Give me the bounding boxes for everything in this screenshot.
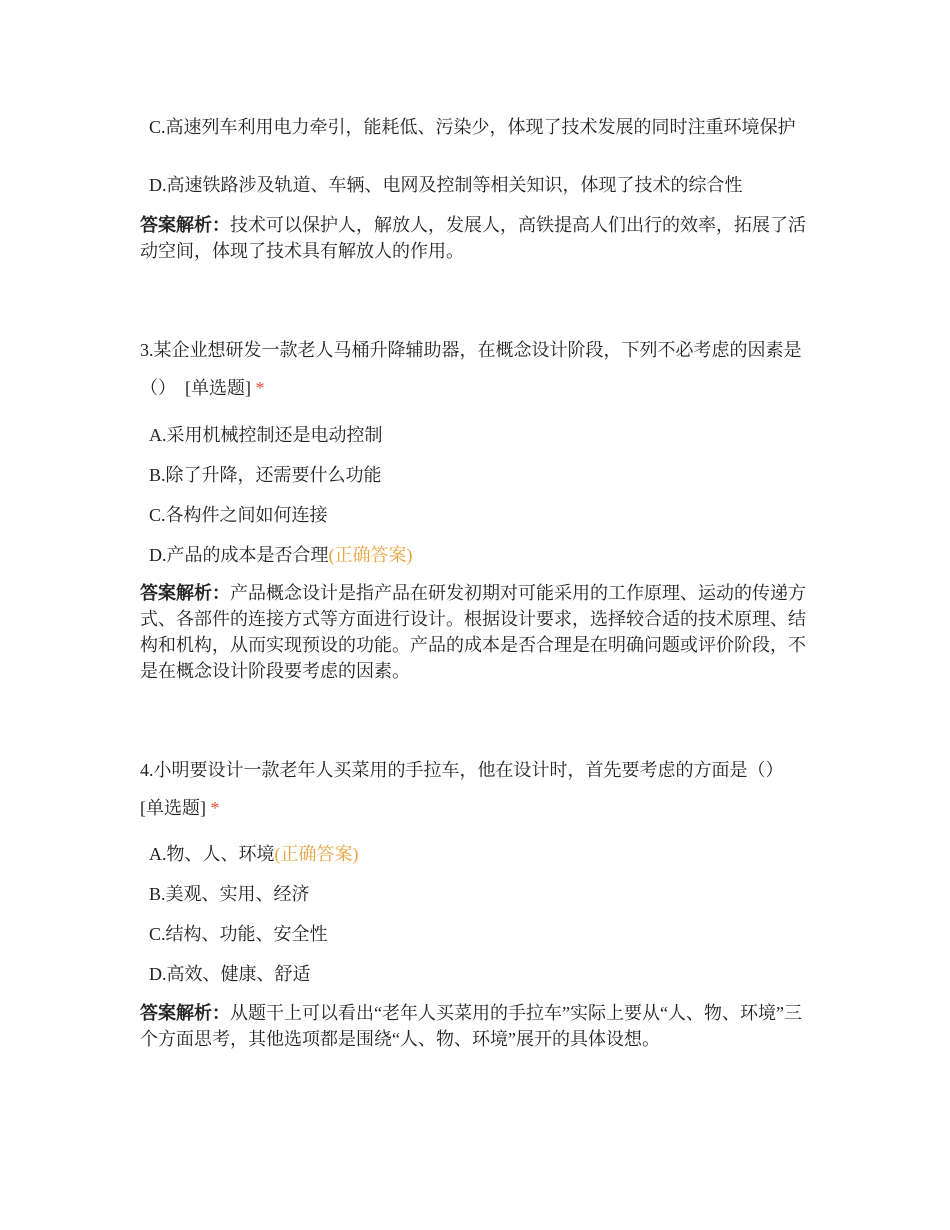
q3-option-b [149,463,815,487]
analysis-text: 从题干上可以看出“老年人买菜用的手拉车”实际上要从“人、物、环境”三个方面思考，其他选项都是围绕“人、物、环境”展开的具体设想。 [140,1003,802,1049]
option-text: A.采用机械控制还是电动控制 [149,425,383,445]
q4-option-b [149,882,815,906]
analysis-label: 答案解析： [140,215,230,235]
analysis-label: 答案解析： [140,1003,230,1023]
question-text: 4.小明要设计一款老年人买菜用的手拉车，他在设计时，首先要考虑的方面是（） [140,760,784,780]
q4-option-d [149,962,815,986]
q3-option-a [149,423,815,447]
question-4-stem [140,751,815,827]
analysis-text: 产品概念设计是指产品在研发初期对可能采用的工作原理、运动的传递方式、各部件的连接方式等方面进行设计。根据设计要求，选择较合适的技术原理、结构和机构，从而实现预设的功能。产品的成本是否合理是在明确问题或评价阶段，不是在概念设计阶段要考虑的因素。 [140,583,806,681]
prev-option-d [149,173,815,197]
required-mark: * [255,378,265,398]
option-text: C.各构件之间如何连接 [149,505,328,525]
question-type: [单选题] [140,798,206,818]
q4-option-a [149,842,815,866]
correct-answer-badge: (正确答案) [274,844,359,864]
analysis-label: 答案解析： [140,583,230,603]
question-type: [单选题] [185,378,251,398]
prev-option-c [149,115,815,139]
q4-option-c [149,922,815,946]
option-text: D.高效、健康、舒适 [149,964,311,984]
q3-option-c [149,503,815,527]
analysis-text: 技术可以保护人，解放人，发展人，高铁提高人们出行的效率，拓展了活动空间，体现了技术具有解放人的作用。 [140,215,806,261]
required-mark: * [210,798,220,818]
prev-analysis [140,212,815,264]
q3-option-d [149,543,815,567]
q3-analysis [140,580,815,684]
question-3-stem [140,331,815,407]
option-text: C.高速列车利用电力牵引，能耗低、污染少，体现了技术发展的同时注重环境保护 [149,117,796,137]
correct-answer-badge: (正确答案) [328,545,413,565]
option-text: B.美观、实用、经济 [149,884,310,904]
q4-analysis [140,1000,815,1052]
question-text: 3.某企业想研发一款老人马桶升降辅助器，在概念设计阶段，下列不必考虑的因素是（） [140,340,802,398]
option-text: D.高速铁路涉及轨道、车辆、电网及控制等相关知识，体现了技术的综合性 [149,175,743,195]
option-text: D.产品的成本是否合理 [149,545,329,565]
option-text: A.物、人、环境 [149,844,275,864]
option-text: C.结构、功能、安全性 [149,924,328,944]
option-text: B.除了升降，还需要什么功能 [149,465,382,485]
